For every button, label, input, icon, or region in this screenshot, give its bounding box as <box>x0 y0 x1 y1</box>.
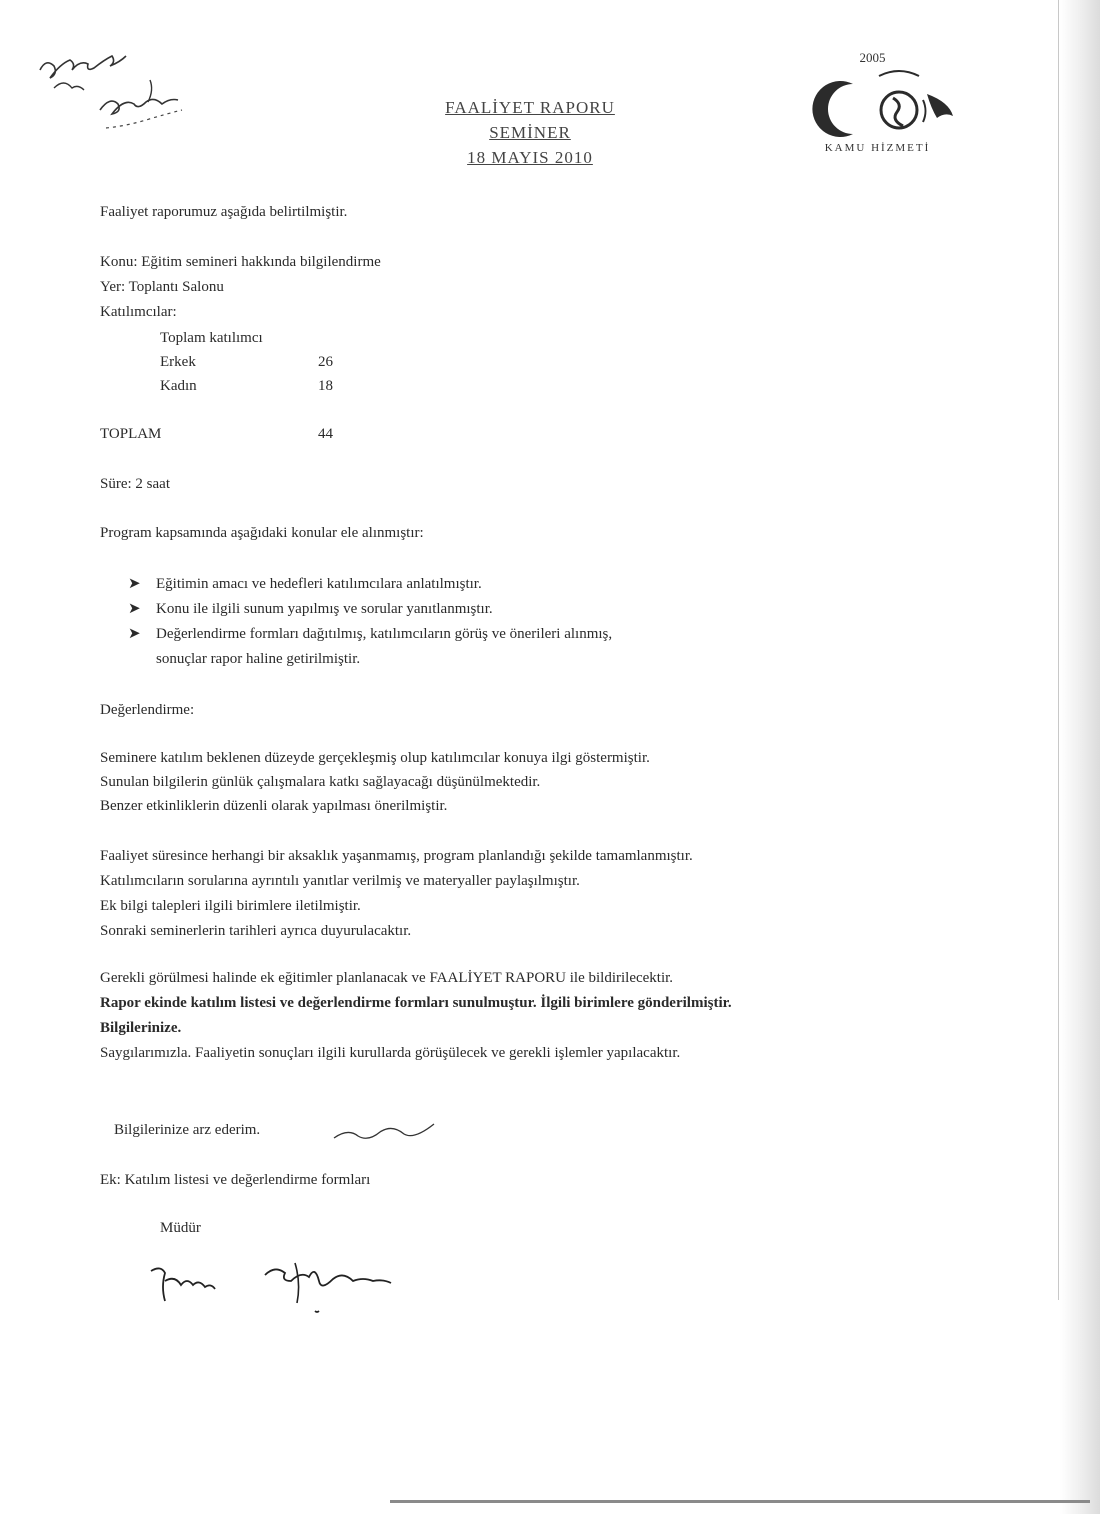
participant-male-label: Erkek <box>160 354 196 370</box>
scan-bottom-edge <box>390 1500 1090 1503</box>
paragraph2-line: Katılımcıların sorularına ayrıntılı yanıtlar verilmiş ve materyaller paylaşılmıştır. <box>100 873 580 889</box>
logo-bottom-text: KAMU HİZMETİ <box>824 142 931 154</box>
paragraph2-line: Sonraki seminerlerin tarihleri ayrıca duyurulacaktır. <box>100 923 412 939</box>
organization-logo <box>795 50 975 165</box>
scan-edge-shadow <box>1060 0 1100 1514</box>
paragraph3-line: Bilgilerinize. <box>100 1020 182 1036</box>
total-value: 44 <box>318 426 333 442</box>
bullet-item: Konu ile ilgili sunum yapılmış ve sorular yanıtlanmıştır. <box>156 601 493 617</box>
document-header <box>380 95 680 170</box>
evaluation-title: Değerlendirme: <box>100 702 195 718</box>
duration-line: Süre: 2 saat <box>100 476 170 492</box>
participants-label: Katılımcılar: <box>100 304 177 320</box>
paragraph2-line: Faaliyet süresince herhangi bir aksaklık yaşanmamış, program planlandığı şekilde tamamlanmıştır. <box>100 848 693 864</box>
paragraph3-line: Gerekli görülmesi halinde ek eğitimler planlanacak ve FAALİYET RAPORU ile bildirilecektir. <box>100 970 674 986</box>
header-title: FAALİYET RAPORU <box>445 98 615 117</box>
header-subtitle: SEMİNER <box>489 123 571 142</box>
participant-total-label: Toplam katılımcı <box>160 330 263 346</box>
intro-line: Faaliyet raporumuz aşağıda belirtilmiştir. <box>100 204 348 220</box>
paragraph1-line: Seminere katılım beklenen düzeyde gerçekleşmiş olup katılımcılar konuya ilgi göstermiştir. <box>100 750 650 766</box>
program-title: Program kapsamında aşağıdaki konular ele alınmıştır: <box>100 525 424 541</box>
scan-edge-line <box>1058 0 1059 1300</box>
total-label: TOPLAM <box>100 426 162 442</box>
bullet-item-continued: sonuçlar rapor haline getirilmiştir. <box>156 651 361 667</box>
participant-female-label: Kadın <box>160 378 197 394</box>
paragraph3-line: Saygılarımızla. Faaliyetin sonuçları ilgili kurullarda görüşülecek ve gerekli işlemler yapılacaktır. <box>100 1045 681 1061</box>
topic-line: Konu: Eğitim semineri hakkında bilgilendirme <box>100 254 381 270</box>
bullet-arrow-icon: ➤ <box>128 601 141 617</box>
bullet-arrow-icon: ➤ <box>128 626 141 642</box>
footer-line: Ek: Katılım listesi ve değerlendirme formları <box>100 1172 371 1188</box>
bullet-item: Değerlendirme formları dağıtılmış, katılımcıların görüş ve önerileri alınmış, <box>156 626 613 642</box>
paragraph1-line: Sunulan bilgilerin günlük çalışmalara katkı sağlayacağı düşünülmektedir. <box>100 774 541 790</box>
place-line: Yer: Toplantı Salonu <box>100 279 224 295</box>
paragraph3-line: Rapor ekinde katılım listesi ve değerlendirme formları sunulmuştur. İlgili birimlere gönderilmiştir. <box>100 995 732 1011</box>
bullet-item: Eğitimin amacı ve hedefleri katılımcılara anlatılmıştır. <box>156 576 482 592</box>
small-signature-icon <box>330 1110 440 1150</box>
logo-top-text: 2005 <box>859 50 886 65</box>
handwritten-signature-icon <box>145 1245 415 1315</box>
participant-male-value: 26 <box>318 354 333 370</box>
closing-line: Bilgilerinize arz ederim. <box>114 1122 261 1138</box>
header-date: 18 MAYIS 2010 <box>467 148 593 167</box>
paragraph1-line: Benzer etkinliklerin düzenli olarak yapılması önerilmiştir. <box>100 798 448 814</box>
bullet-arrow-icon: ➤ <box>128 576 141 592</box>
handwritten-note <box>30 40 240 150</box>
participant-female-value: 18 <box>318 378 333 394</box>
paragraph2-line: Ek bilgi talepleri ilgili birimlere iletilmiştir. <box>100 898 361 914</box>
signature-role: Müdür <box>160 1220 201 1236</box>
